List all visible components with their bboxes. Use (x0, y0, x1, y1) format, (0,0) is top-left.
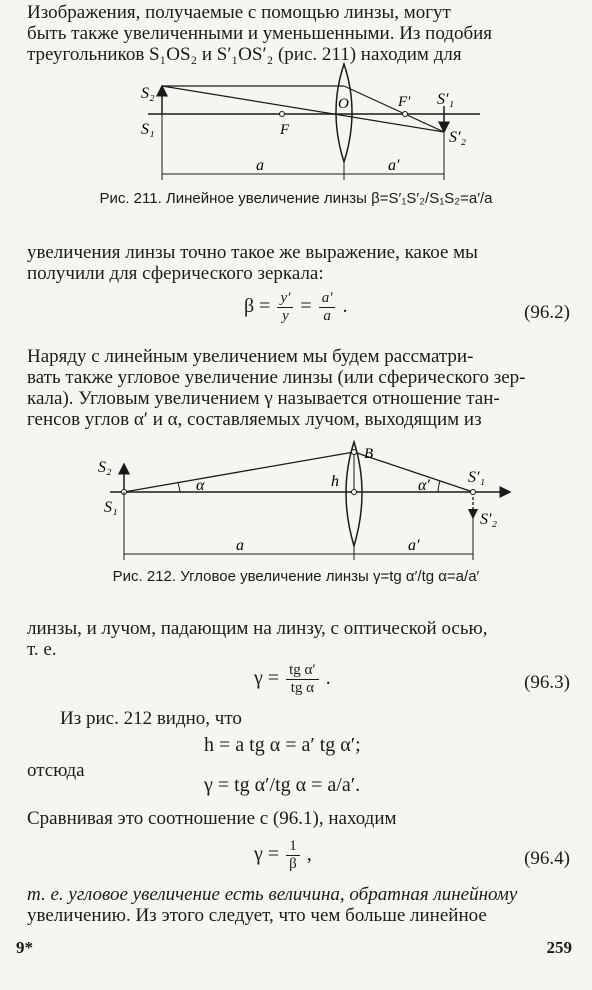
figure-212 (0, 440, 592, 565)
fraction: $\frac{1}{\beta}$ (286, 838, 300, 873)
focal-point (280, 112, 285, 117)
incident-ray (124, 452, 354, 492)
text-line: вать также угловое увеличение линзы (или сферического зер- (27, 367, 526, 388)
label-s1prime: S′₁ (437, 91, 455, 108)
paragraph (27, 242, 573, 284)
label-a: a (256, 157, 264, 174)
label-s1: S₁ (104, 499, 118, 516)
paragraph: Сравнивая это соотношение с (96.1), находим (27, 808, 397, 829)
equation-number: (96.4) (524, 848, 570, 869)
label-alpha: α (196, 477, 205, 494)
text-line: т. е. угловое увеличение есть величина, обратная линейному (27, 884, 518, 905)
label-s1prime: S′₁ (468, 469, 486, 486)
label-s2: S₂ (141, 85, 155, 102)
equation-96-2: β = $\frac{y'}{y}$ = $\frac{a'}{a}$ . (244, 290, 348, 324)
label-s2prime: S′₂ (449, 129, 467, 146)
label-f: F (280, 122, 290, 138)
label-b: B (364, 446, 374, 462)
label-aprime: a′ (388, 157, 400, 174)
equation-number: (96.2) (524, 302, 570, 323)
equation-h: h = a tg α = a′ tg α′; (204, 734, 361, 756)
paragraph (27, 618, 573, 660)
paragraph (27, 346, 573, 430)
text-line: кала). Угловым увеличением γ называется отношение тан- (27, 388, 500, 409)
label-o: O (338, 96, 349, 112)
fraction: $\frac{y'}{y}$ (277, 290, 293, 325)
text-line: Наряду с линейным увеличением мы будем рассматри- (27, 346, 474, 367)
paragraph: Из рис. 212 видно, что (60, 708, 242, 729)
fraction: $\frac{\text{tg α′}}{\text{tg α}}$ (286, 662, 319, 697)
figure-211 (0, 62, 592, 187)
equation-96-4: γ = $\frac{1}{\beta}$ , (254, 838, 312, 872)
label-alphaprime: α′ (418, 477, 430, 494)
paragraph-intro (27, 2, 573, 65)
focal-point (403, 112, 408, 117)
label-fprime: F′ (398, 94, 411, 110)
label-aprime: a′ (408, 537, 420, 554)
text-line: т. е. (27, 639, 57, 660)
equation-gamma: γ = tg α′/tg α = a/a′. (204, 774, 361, 796)
paragraph (27, 884, 573, 926)
figure-caption: Рис. 212. Угловое увеличение линзы γ=tg α′/tg α=a/a′ (112, 568, 480, 585)
label-s2prime: S′₂ (480, 511, 498, 528)
ray (344, 86, 444, 132)
fraction: $\frac{a'}{a}$ (319, 290, 336, 325)
footer-signature: 9* (16, 938, 33, 957)
equation-96-3: γ = $\frac{\text{tg α′}}{\text{tg α}}$ . (254, 662, 331, 696)
equation-number: (96.3) (524, 672, 570, 693)
figure-caption: Рис. 211. Линейное увеличение линзы β=S′₁S′₂/S₁S₂=a′/a (99, 190, 493, 207)
lens (336, 64, 352, 162)
label-h: h (331, 473, 339, 490)
text-line: увеличению. Из этого следует, что чем больше линейное (27, 905, 487, 926)
text-line: генсов углов α′ и α, составляемых лучом, выходящим из (27, 409, 482, 430)
label-s2: S₂ (98, 459, 112, 476)
text-line: линзы, и лучом, падающим на линзу, с оптической осью, (27, 618, 488, 639)
text-line: получили для сферического зеркала: (27, 263, 324, 284)
eq-lhs: β = (244, 295, 271, 318)
text-line: увеличения линзы точно такое же выражение, какое мы (27, 242, 478, 263)
text-line: быть также увеличенными и уменьшенными. Из подобия (27, 23, 493, 44)
label-s1: S₁ (141, 121, 155, 138)
page-number: 259 (546, 938, 572, 957)
paragraph: отсюда (27, 760, 85, 781)
text-line: Изображения, получаемые с помощью линзы, могут (27, 2, 451, 23)
text-line: треугольников S₁OS₂ и S′₁OS′₂ (рис. 211) находим для (27, 44, 462, 65)
label-a: a (236, 537, 244, 554)
